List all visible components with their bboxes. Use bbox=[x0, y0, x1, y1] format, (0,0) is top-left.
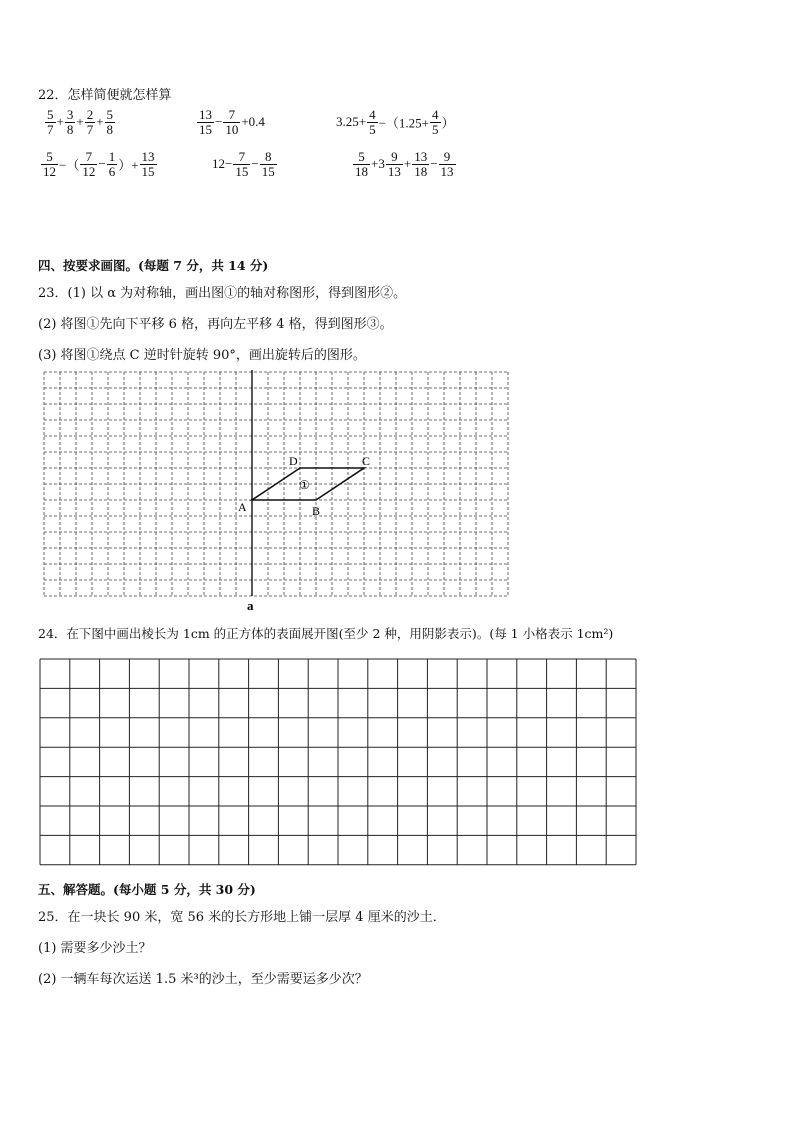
label-point-d: D bbox=[289, 454, 298, 468]
label-point-c: C bbox=[362, 454, 371, 468]
section-5-title: 五、解答题。(每小题 5 分，共 30 分) bbox=[38, 882, 256, 897]
q22-expr-3: 3.25+ $\frac{4}{5}$ −（1.25+ $\frac{4}{5}$ ） bbox=[336, 107, 455, 137]
q22-expr-2: $\frac{13}{15}$ − $\frac{7}{10}$ +0.4 bbox=[199, 107, 265, 137]
q23-line-3: (3) 将图①绕点 C 逆时针旋转 90°，画出旋转后的图形。 bbox=[38, 348, 366, 363]
label-point-b: B bbox=[312, 504, 321, 518]
q23-line-2: (2) 将图①先向下平移 6 格，再向左平移 4 格，得到图形③。 bbox=[38, 317, 393, 332]
q22-expr-6: $\frac{5}{18}$ +3 $\frac{9}{13}$ + $\frac{13}{18}$ − $\frac{9}{13}$ bbox=[355, 149, 454, 179]
label-point-a: A bbox=[238, 500, 247, 514]
label-shape-1: ① bbox=[299, 478, 310, 492]
q25-part-1: (1) 需要多少沙土？ bbox=[38, 941, 152, 956]
q24-text: 24．在下图中画出棱长为 1cm 的正方体的表面展开图(至少 2 种，用阴影表示)。(每 1 小格表示 1cm²) bbox=[38, 626, 614, 641]
q24-grid-figure bbox=[39, 658, 640, 866]
q23-grid-figure bbox=[40, 370, 512, 612]
section-4-title: 四、按要求画图。(每题 7 分，共 14 分) bbox=[38, 258, 269, 273]
q23-line-1: 23．(1) 以 α 为对称轴，画出图①的轴对称图形，得到图形②。 bbox=[38, 286, 407, 301]
q22-expr-1: $\frac{5}{7}$ + $\frac{3}{8}$ + $\frac{2}{7}$ + $\frac{5}{8}$ bbox=[47, 107, 114, 137]
q22-expr-5: 12− $\frac{7}{15}$ − $\frac{8}{15}$ bbox=[212, 149, 275, 179]
q25-text: 25．在一块长 90 米，宽 56 米的长方形地上铺一层厚 4 厘米的沙土． bbox=[38, 910, 446, 925]
label-axis-a: a bbox=[247, 598, 254, 612]
q22-expr-4: $\frac{5}{12}$ −（ $\frac{7}{12}$ − $\frac{1}{6}$ ）+ $\frac{13}{15}$ bbox=[43, 149, 155, 179]
q22-title: 22．怎样简便就怎样算 bbox=[38, 88, 172, 103]
q25-part-2: (2) 一辆车每次运送 1.5 米³的沙土，至少需要运多少次？ bbox=[38, 972, 368, 987]
